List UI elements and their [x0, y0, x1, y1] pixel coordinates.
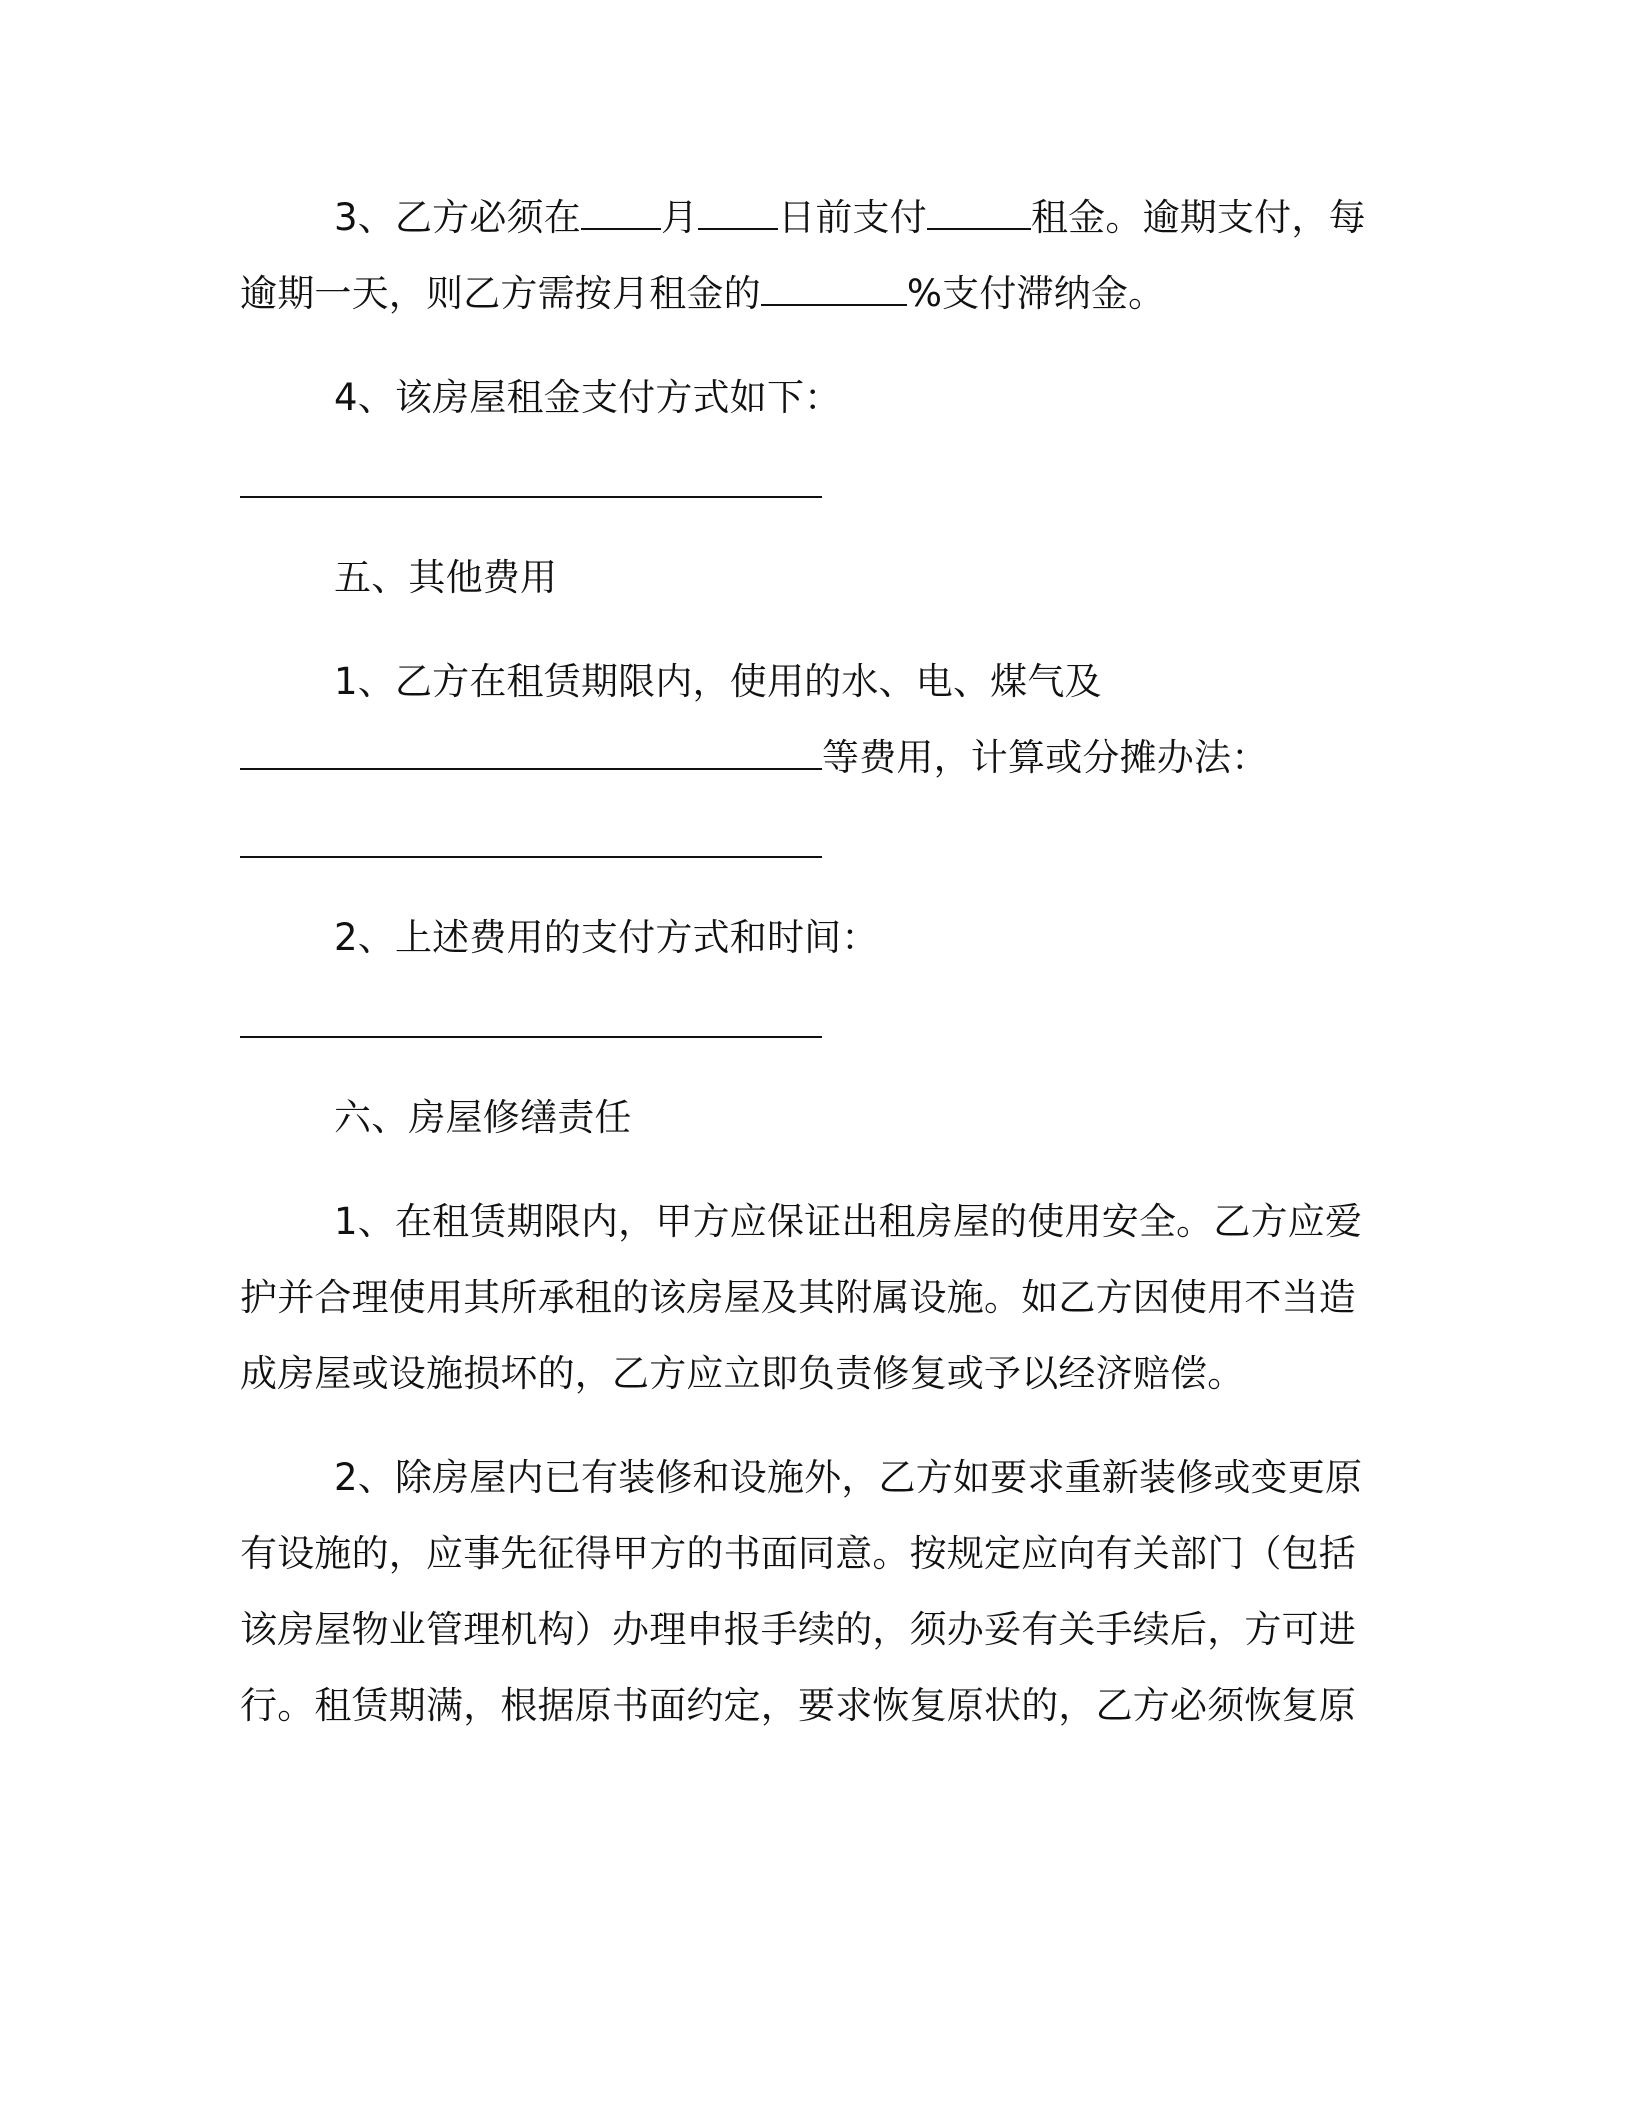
clause-4-3-line-2 [240, 274, 1165, 314]
blank-month [581, 198, 661, 230]
clause-text: 日前支付 [778, 196, 927, 239]
clause-6-2-line-1: 2、除房屋内已有装修和设施外，乙方如要求重新装修或变更原 [334, 1456, 1363, 1499]
clause-6-2-line-4: 行。租赁期满，根据原书面约定，要求恢复原状的，乙方必须恢复原 [240, 1684, 1356, 1727]
clause-text: 月 [660, 196, 699, 239]
clause-text: 逾期一天，则乙方需按月租金的 [240, 272, 761, 315]
clause-6-1-line-1: 1、在租赁期限内，甲方应保证出租房屋的使用安全。乙方应爱 [334, 1200, 1363, 1243]
clause-6-2-line-3: 该房屋物业管理机构）办理申报手续的，须办妥有关手续后，方可进 [240, 1608, 1356, 1651]
clause-text: 等费用，计算或分摊办法： [822, 736, 1269, 779]
clause-5-2: 2、上述费用的支付方式和时间： [334, 916, 879, 959]
clause-text: %支付滞纳金。 [906, 272, 1166, 315]
blank-line [240, 1036, 822, 1038]
blank-day [698, 198, 778, 230]
clause-text: 租金。逾期支付，每 [1030, 196, 1366, 239]
clause-5-1-line-2 [240, 738, 1268, 778]
section-6-title: 六、房屋修缮责任 [334, 1096, 632, 1139]
blank-percent [761, 274, 907, 306]
clause-text: 3、乙方必须在 [334, 196, 581, 239]
blank-line [240, 856, 822, 858]
blank-line [240, 496, 822, 498]
section-5-title: 五、其他费用 [334, 556, 558, 599]
clause-5-1-line-1: 1、乙方在租赁期限内，使用的水、电、煤气及 [334, 660, 1102, 703]
blank-amount [927, 198, 1031, 230]
clause-6-2-line-2: 有设施的，应事先征得甲方的书面同意。按规定应向有关部门（包括 [240, 1532, 1356, 1575]
clause-4-4: 4、该房屋租金支付方式如下： [334, 376, 842, 419]
clause-6-1-line-3: 成房屋或设施损坏的，乙方应立即负责修复或予以经济赔偿。 [240, 1352, 1245, 1395]
clause-6-1-line-2: 护并合理使用其所承租的该房屋及其附属设施。如乙方因使用不当造 [240, 1276, 1356, 1319]
clause-4-3-line-1 [334, 198, 1366, 238]
blank-fees [240, 738, 822, 770]
